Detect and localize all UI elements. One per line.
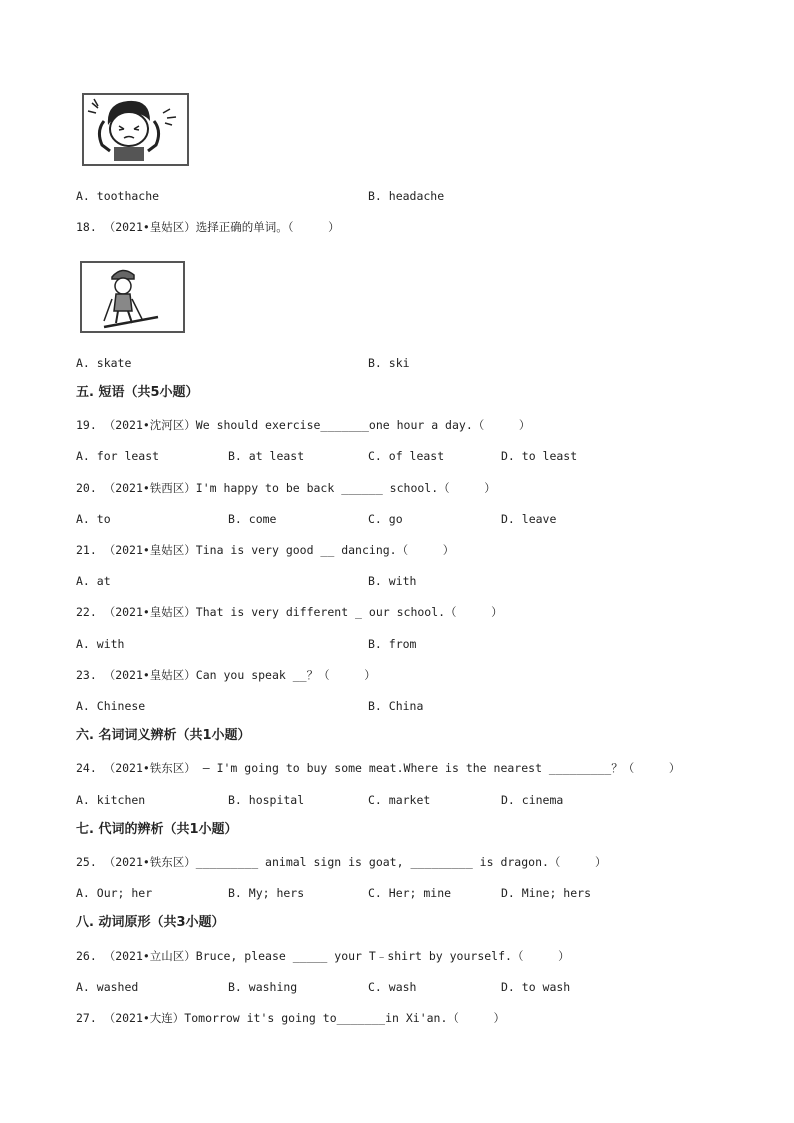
headache-picture (82, 93, 189, 166)
q25-stem: 25. （2021•铁东区）_________ animal sign is goat, _________ is dragon.（ ） (76, 855, 607, 869)
q23-option-b: B. China (368, 699, 424, 713)
q19-option-b: B. at least (228, 449, 305, 463)
q24-option-a: A. kitchen (76, 793, 146, 807)
q17-option-b: B. headache (368, 189, 445, 203)
q23-option-a: A. Chinese (76, 699, 146, 713)
q27-stem: 27. （2021•大连）Tomorrow it's going to_______in Xi'an.（ ） (76, 1011, 506, 1025)
q20-option-d: D. leave (501, 512, 557, 526)
q22-option-a: A. with (76, 637, 125, 651)
q24-option-c: C. market (368, 793, 431, 807)
q20-option-c: C. go (368, 512, 403, 526)
q21-option-a: A. at (76, 574, 111, 588)
q24-option-d: D. cinema (501, 793, 564, 807)
q25-option-d: D. Mine; hers (501, 886, 592, 900)
q24-option-b: B. hospital (228, 793, 305, 807)
q22-option-b: B. from (368, 637, 417, 651)
q23-stem: 23. （2021•皇姑区）Can you speak __？（ ） (76, 668, 376, 682)
q25-option-c: C. Her; mine (368, 886, 452, 900)
q19-option-c: C. of least (368, 449, 445, 463)
q22-stem: 22. （2021•皇姑区）That is very different _ our school.（ ） (76, 605, 503, 619)
section-8-heading: 八. 动词原形（共3小题） (76, 915, 225, 930)
q17-option-a: A. toothache (76, 189, 160, 203)
q26-option-c: C. wash (368, 980, 417, 994)
section-5-heading: 五. 短语（共5小题） (76, 385, 199, 400)
q26-option-b: B. washing (228, 980, 298, 994)
q21-stem: 21. （2021•皇姑区）Tina is very good __ dancing.（ ） (76, 543, 455, 557)
boy-headache-illustration (84, 95, 187, 164)
q19-stem: 19. （2021•沈河区）We should exercise_______one hour a day.（ ） (76, 418, 531, 432)
q20-option-a: A. to (76, 512, 111, 526)
section-6-heading: 六. 名词词义辨析（共1小题） (76, 728, 251, 743)
q26-option-d: D. to wash (501, 980, 571, 994)
q24-stem: 24. （2021•铁东区） – I'm going to buy some meat.Where is the nearest _________？（ ） (76, 761, 681, 775)
q18-stem: 18. （2021•皇姑区）选择正确的单词。（ ） (76, 220, 340, 234)
q25-option-b: B. My; hers (228, 886, 305, 900)
q25-option-a: A. Our; her (76, 886, 153, 900)
boy-skiing-illustration (82, 263, 183, 331)
q21-option-b: B. with (368, 574, 417, 588)
q18-option-b: B. ski (368, 356, 410, 370)
q20-option-b: B. come (228, 512, 277, 526)
q19-option-a: A. for least (76, 449, 160, 463)
q18-option-a: A. skate (76, 356, 132, 370)
q26-option-a: A. washed (76, 980, 139, 994)
ski-picture (80, 261, 185, 333)
section-7-heading: 七. 代词的辨析（共1小题） (76, 822, 238, 837)
q20-stem: 20. （2021•铁西区）I'm happy to be back ______ school.（ ） (76, 481, 496, 495)
q26-stem: 26. （2021•立山区）Bruce, please _____ your T﹣shirt by yourself.（ ） (76, 949, 570, 963)
q19-option-d: D. to least (501, 449, 578, 463)
